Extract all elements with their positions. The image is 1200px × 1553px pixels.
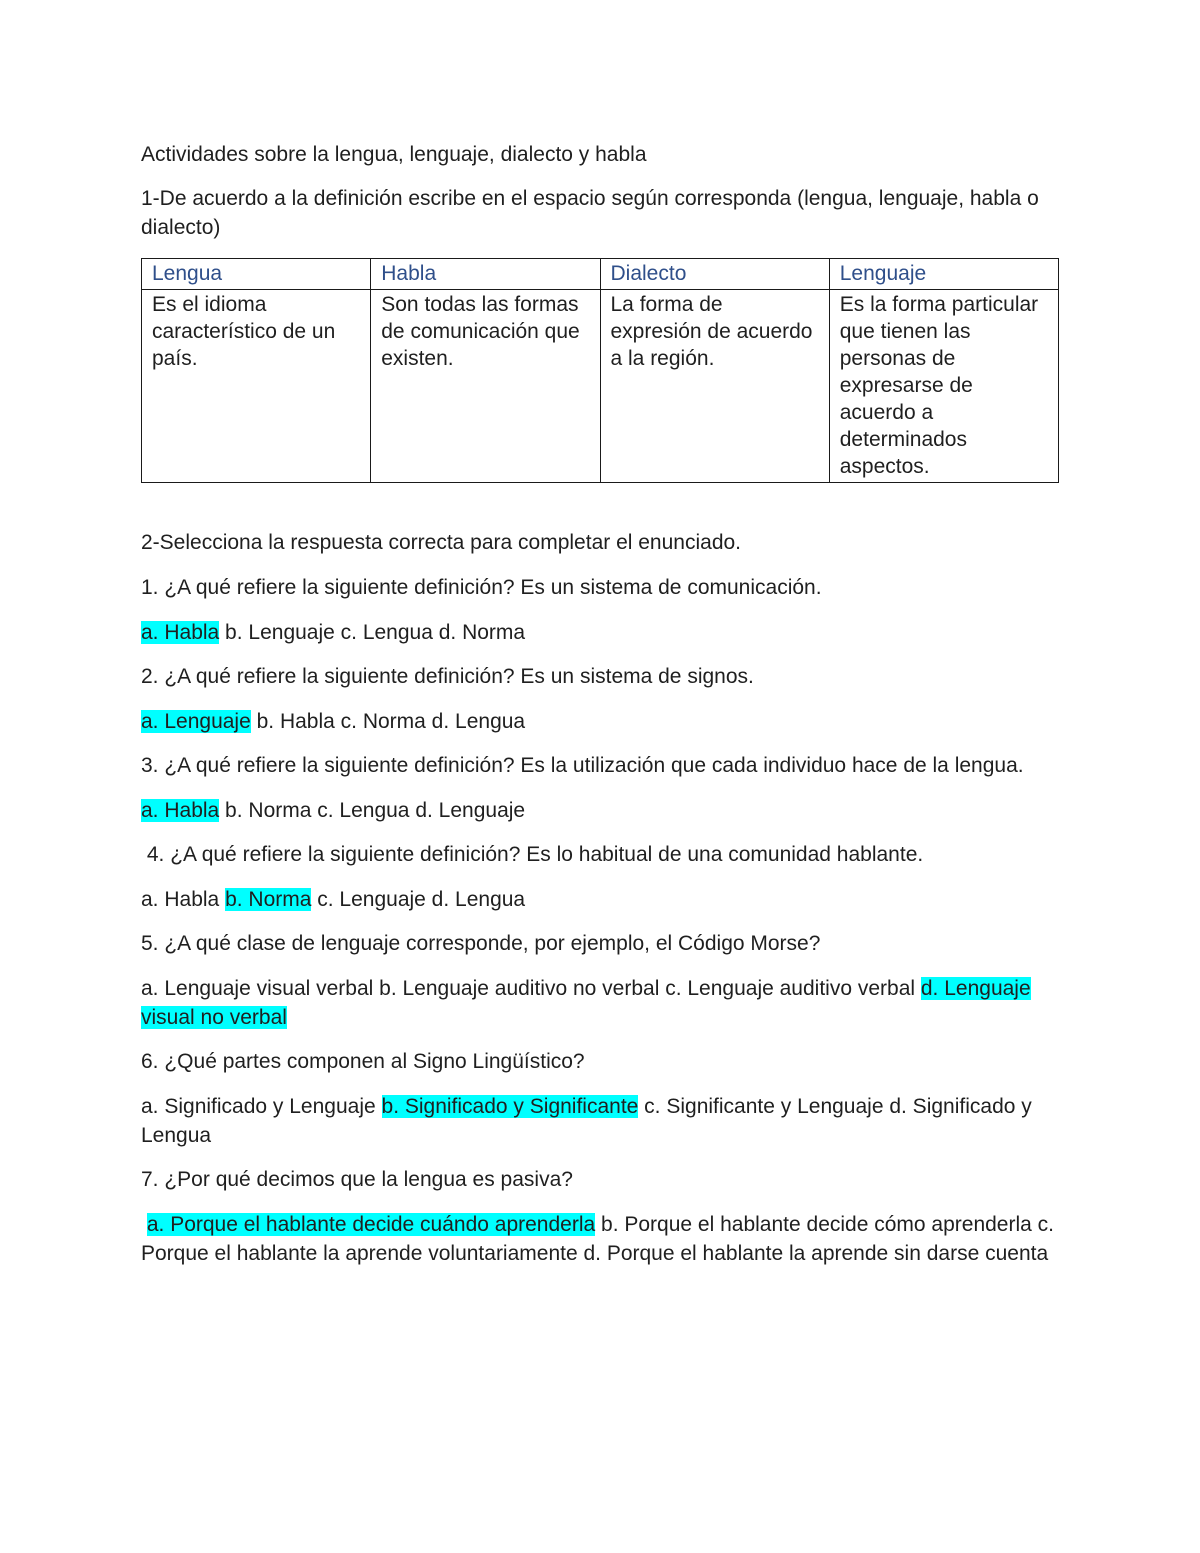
definition-habla: Son todas las formas de comunicación que existen.: [371, 290, 600, 483]
header-lenguaje: Lenguaje: [829, 259, 1058, 290]
options-after: b. Lenguaje c. Lengua d. Norma: [219, 621, 526, 644]
question-text: 7. ¿Por qué decimos que la lengua es pasiva?: [141, 1168, 573, 1191]
question-6: [141, 1047, 1061, 1150]
answer-options: [141, 707, 1061, 736]
options-after: b. Habla c. Norma d. Lengua: [250, 710, 526, 733]
document-content: [141, 140, 1061, 1283]
table-header-row: [142, 259, 1059, 290]
question-4: [141, 840, 1061, 914]
table-row: [142, 290, 1059, 483]
section2-instruction: 2-Selecciona la respuesta correcta para completar el enunciado.: [141, 531, 742, 554]
options-before: a. Significado y Lenguaje: [141, 1095, 382, 1118]
options-after: b. Norma c. Lengua d. Lenguaje: [219, 799, 526, 822]
document-title: Actividades sobre la lengua, lenguaje, dialecto y habla: [141, 143, 647, 166]
question-text: 4. ¿A qué refiere la siguiente definición? Es lo habitual de una comunidad hablante.: [141, 843, 924, 866]
highlighted-answer: b. Norma: [225, 888, 312, 911]
answer-options: [141, 974, 1061, 1032]
question-2: [141, 662, 1061, 736]
options-after: b. Porque el hablante decide cómo aprenderla c. Porque el hablante la aprende voluntariamente d. Porque el hablante la aprende sin darse cuenta: [141, 1213, 1054, 1265]
highlighted-answer: d. Lenguaje visual no verbal: [141, 977, 1031, 1029]
options-after: c. Significante y Lenguaje d. Significado y Lengua: [141, 1095, 1032, 1147]
question-text: 6. ¿Qué partes componen al Signo Lingüístico?: [141, 1050, 585, 1073]
header-lengua: Lengua: [142, 259, 371, 290]
options-before: [141, 1213, 147, 1236]
header-dialecto: Dialecto: [600, 259, 829, 290]
answer-options: [141, 796, 1061, 825]
highlighted-answer: a. Habla: [141, 621, 220, 644]
highlighted-answer: a. Lenguaje: [141, 710, 251, 733]
section1-instruction: 1-De acuerdo a la definición escribe en el espacio según corresponda (lengua, lenguaje, habla o dialecto): [141, 187, 1039, 239]
options-before: a. Habla: [141, 888, 226, 911]
definition-lengua: Es el idioma característico de un país.: [142, 290, 371, 483]
highlighted-answer: a. Habla: [141, 799, 220, 822]
answer-options: [141, 885, 1061, 914]
options-before: a. Lenguaje visual verbal b. Lenguaje auditivo no verbal c. Lenguaje auditivo verbal: [141, 977, 921, 1000]
answer-options: [141, 618, 1061, 647]
question-1: [141, 573, 1061, 647]
options-after: c. Lenguaje d. Lengua: [311, 888, 526, 911]
question-text: 5. ¿A qué clase de lenguaje corresponde, por ejemplo, el Código Morse?: [141, 932, 821, 955]
answer-options: [141, 1092, 1061, 1150]
definitions-table: [141, 258, 1059, 483]
definition-dialecto: La forma de expresión de acuerdo a la región.: [600, 290, 829, 483]
highlighted-answer: a. Porque el hablante decide cuándo aprenderla: [146, 1213, 596, 1236]
question-text: 1. ¿A qué refiere la siguiente definición? Es un sistema de comunicación.: [141, 576, 822, 599]
question-3: [141, 751, 1061, 825]
highlighted-answer: b. Significado y Significante: [381, 1095, 639, 1118]
header-habla: Habla: [371, 259, 600, 290]
question-5: [141, 929, 1061, 1032]
definition-lenguaje: Es la forma particular que tienen las personas de expresarse de acuerdo a determinados aspectos.: [829, 290, 1058, 483]
question-7: [141, 1165, 1061, 1268]
question-text: 3. ¿A qué refiere la siguiente definición? Es la utilización que cada individuo hace de la lengua.: [141, 754, 1024, 777]
question-text: 2. ¿A qué refiere la siguiente definición? Es un sistema de signos.: [141, 665, 754, 688]
answer-options: [141, 1210, 1061, 1268]
